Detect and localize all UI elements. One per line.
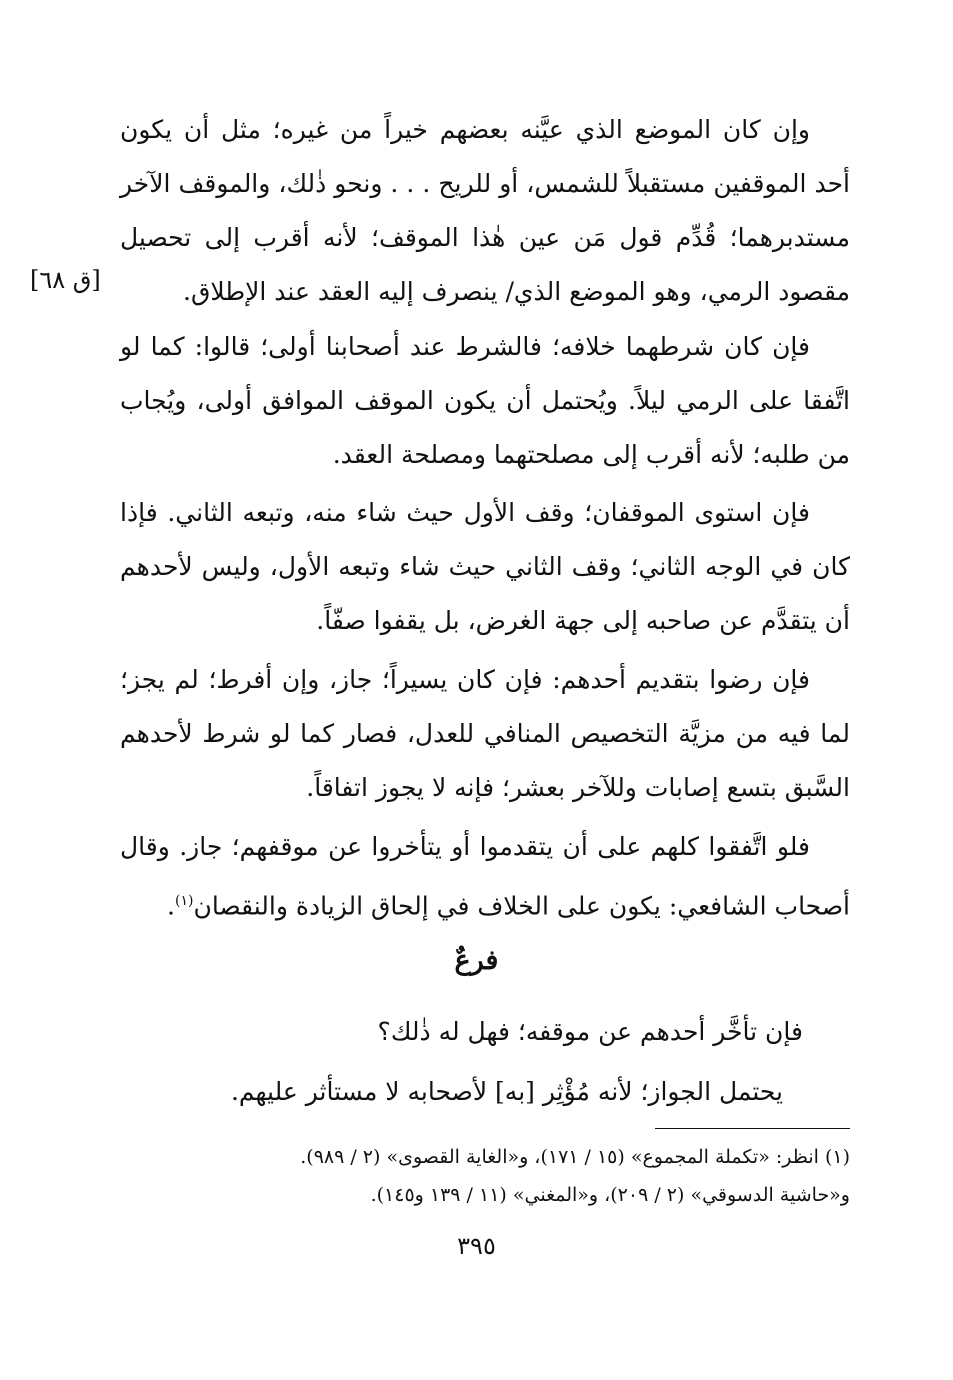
footnote-line-2: و«حاشية الدسوقي» (٢ / ٢٠٩)، و«المغني» (١١ / ١٣٩ و١٤٥). <box>370 1184 850 1206</box>
paragraph-5-period: . <box>167 891 175 921</box>
footnote-line-1: (١) انظر: «تكملة المجموع» (١٥ / ١٧١)، و«الغاية القصوى» (٢ / ٩٨٩). <box>300 1146 850 1168</box>
footnote-reference: (١) <box>174 893 194 909</box>
manuscript-folio-marker: [ق ٦٨] <box>30 266 101 294</box>
paragraph-4: فإن رضوا بتقديم أحدهم: فإن كان يسيراً؛ جاز، وإن أفرط؛ لم يجز؛ لما فيه من مزيَّة التخصيص المنافي للعدل، فصار كما لو شرط لأحدهم السَّبق بتسع إصابات وللآخر بعشر؛ فإنه لا يجوز اتفاقاً. <box>120 665 850 802</box>
footnote-separator <box>655 1128 850 1129</box>
paragraph-2: فإن كان شرطهما خلافه؛ فالشرط عند أصحابنا أولى؛ قالوا: كما لو اتَّفقا على الرمي ليلاً. ويُحتمل أن يكون الموقف الموافق أولى، ويُجاب من طلبه؛ لأنه أقرب إلى مصلحتهما ومصلحة العقد. <box>120 332 850 469</box>
section-question: فإن تأخَّر أحدهم عن موقفه؛ فهل له ذٰلك؟ <box>377 1017 803 1046</box>
paragraph-5-text: فلو اتَّفقوا كلهم على أن يتقدموا أو يتأخروا عن موقفهم؛ جاز. وقال أصحاب الشافعي: يكون على الخلاف في إلحاق الزيادة والنقصان <box>120 832 850 921</box>
section-heading: فرعٌ <box>454 945 499 976</box>
footnotes <box>120 1138 850 1214</box>
paragraph-5 <box>120 820 850 933</box>
paragraph-1: وإن كان الموضع الذي عيَّنه بعضهم خيراً من غيره؛ مثل أن يكون أحد الموقفين مستقبلاً للشمس، أو للريح . . . ونحو ذٰلك، والموقف الآخر مستدبرهما؛ قُدِّم قول مَن عين هٰذا الموقف؛ لأنه أقرب إلى تحصيل مقصود الرمي، وهو الموضع الذي/ ينصرف إليه العقد عند الإطلاق. <box>120 115 850 306</box>
section-answer: يحتمل الجواز؛ لأنه مُؤْثِر [به] لأصحابه لا مستأثر عليهم. <box>230 1077 783 1106</box>
page-number: ٣٩٥ <box>457 1232 496 1260</box>
paragraph-3: فإن استوى الموقفان؛ وقف الأول حيث شاء منه، وتبعه الثاني. فإذا كان في الوجه الثاني؛ وقف الثاني حيث شاء وتبعه الأول، وليس لأحدهم أن يتقدَّم عن صاحبه إلى جهة الغرض، بل يقفوا صفّاً. <box>120 498 850 635</box>
